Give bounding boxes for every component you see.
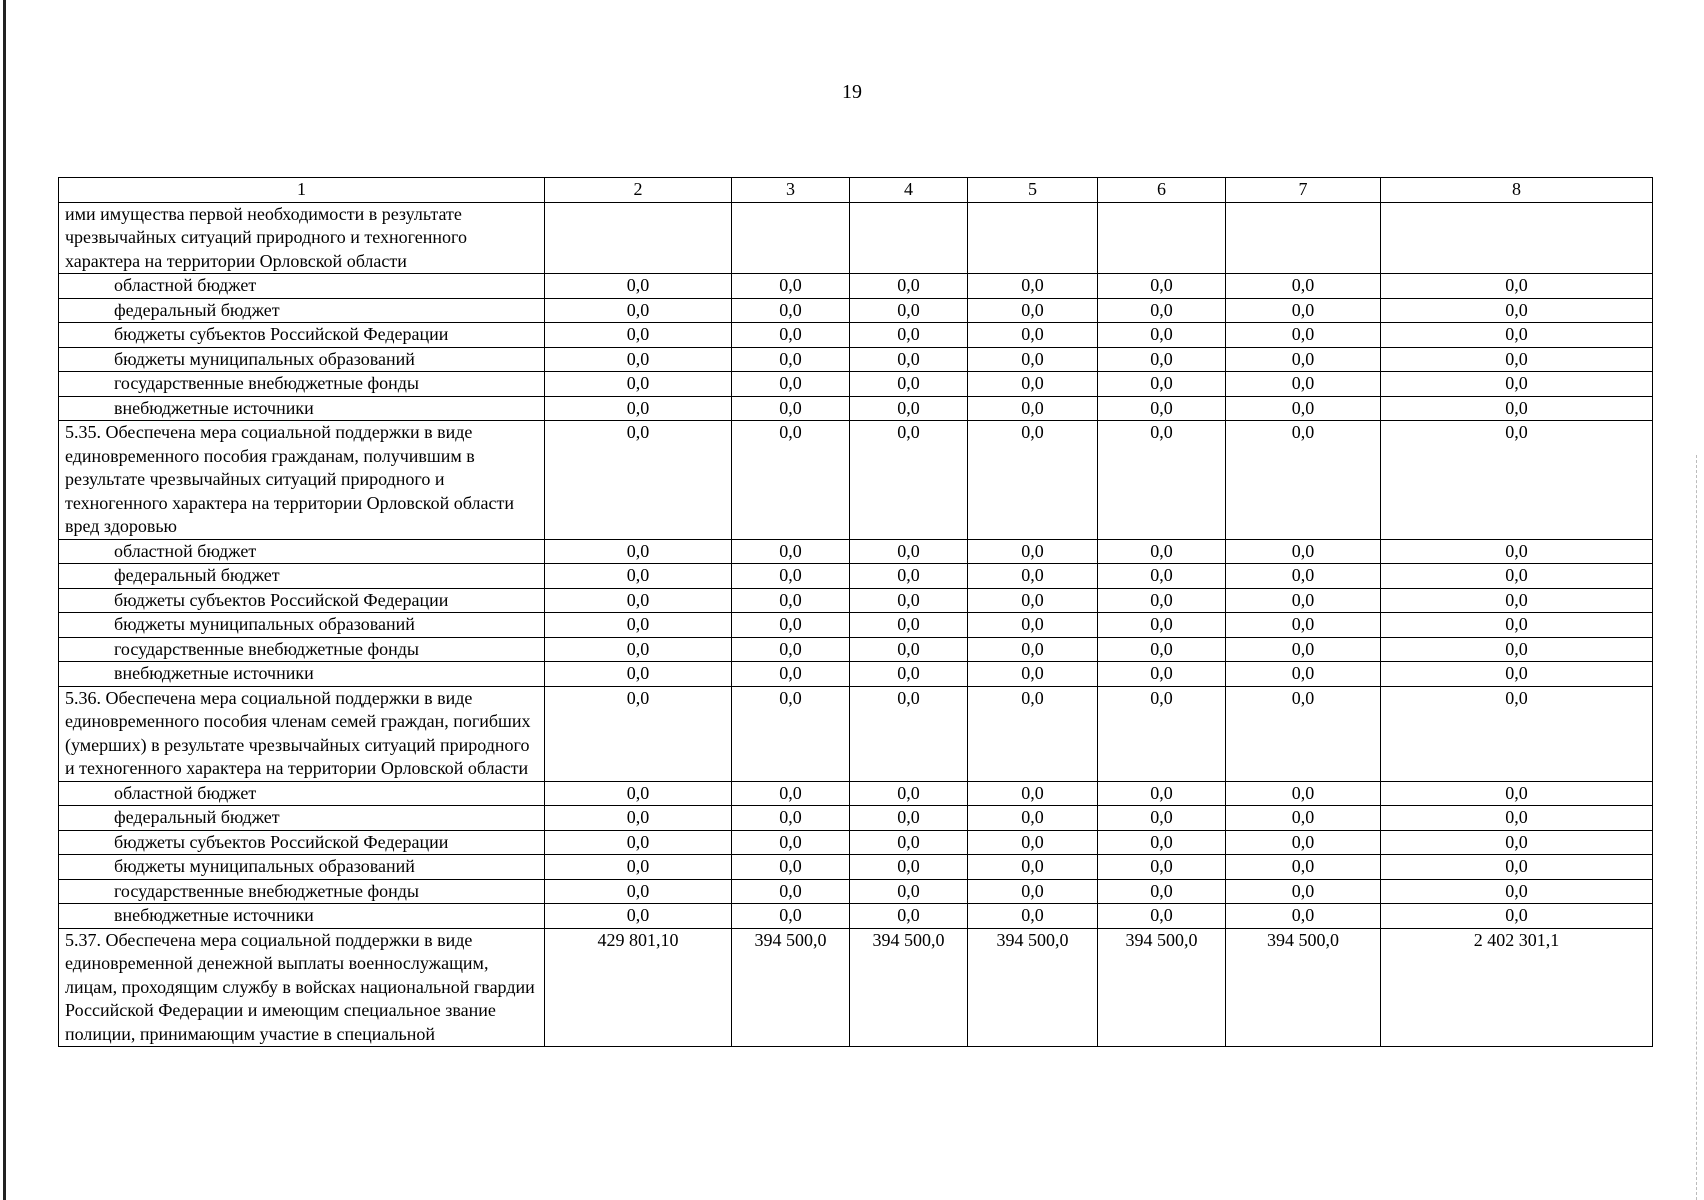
- column-number: 5: [968, 178, 1098, 203]
- measure-description: 5.35. Обеспечена мера социальной поддержки в виде единовременного пособия гражданам, получившим в результате чрезвычайных ситуаций природного и техногенного характера на территории Орловской области вред здоровью: [59, 421, 545, 540]
- value-cell-col-3: 0,0: [732, 855, 850, 880]
- value-cell-col-2: 0,0: [545, 396, 732, 421]
- column-number: 7: [1226, 178, 1381, 203]
- funding-source-label: государственные внебюджетные фонды: [59, 637, 545, 662]
- value-cell-col-2: 429 801,10: [545, 928, 732, 1047]
- value-cell-col-8: 0,0: [1381, 830, 1653, 855]
- funding-source-row: [59, 564, 1653, 589]
- value-cell-col-4: 0,0: [850, 421, 968, 540]
- value-cell-col-3: 0,0: [732, 564, 850, 589]
- value-cell-col-3: 0,0: [732, 613, 850, 638]
- value-cell-col-7: 0,0: [1226, 539, 1381, 564]
- value-cell-col-7: [1226, 202, 1381, 274]
- value-cell-col-2: 0,0: [545, 298, 732, 323]
- value-cell-col-5: 0,0: [968, 323, 1098, 348]
- value-cell-col-7: 0,0: [1226, 347, 1381, 372]
- value-cell-col-5: 0,0: [968, 539, 1098, 564]
- value-cell-col-3: 0,0: [732, 372, 850, 397]
- value-cell-col-6: 0,0: [1098, 274, 1226, 299]
- value-cell-col-8: 0,0: [1381, 323, 1653, 348]
- funding-source-label: внебюджетные источники: [59, 396, 545, 421]
- value-cell-col-7: 0,0: [1226, 298, 1381, 323]
- value-cell-col-4: 0,0: [850, 686, 968, 781]
- funding-source-label: бюджеты муниципальных образований: [59, 613, 545, 638]
- funding-source-row: [59, 781, 1653, 806]
- value-cell-col-8: 0,0: [1381, 662, 1653, 687]
- column-number: 6: [1098, 178, 1226, 203]
- value-cell-col-8: 0,0: [1381, 298, 1653, 323]
- value-cell-col-5: 0,0: [968, 421, 1098, 540]
- value-cell-col-4: 0,0: [850, 274, 968, 299]
- value-cell-col-4: 0,0: [850, 806, 968, 831]
- value-cell-col-7: 0,0: [1226, 781, 1381, 806]
- scan-edge-left: [3, 0, 6, 1200]
- funding-source-row: [59, 274, 1653, 299]
- value-cell-col-6: 0,0: [1098, 539, 1226, 564]
- value-cell-col-8: 0,0: [1381, 806, 1653, 831]
- value-cell-col-5: 0,0: [968, 662, 1098, 687]
- budget-table: [58, 177, 1653, 1047]
- value-cell-col-8: [1381, 202, 1653, 274]
- value-cell-col-7: 0,0: [1226, 564, 1381, 589]
- value-cell-col-8: 0,0: [1381, 904, 1653, 929]
- value-cell-col-4: 0,0: [850, 879, 968, 904]
- value-cell-col-6: 0,0: [1098, 879, 1226, 904]
- value-cell-col-8: 0,0: [1381, 613, 1653, 638]
- value-cell-col-7: 0,0: [1226, 372, 1381, 397]
- value-cell-col-7: 0,0: [1226, 396, 1381, 421]
- funding-source-row: [59, 855, 1653, 880]
- value-cell-col-4: 0,0: [850, 613, 968, 638]
- value-cell-col-5: 0,0: [968, 274, 1098, 299]
- value-cell-col-6: 0,0: [1098, 323, 1226, 348]
- value-cell-col-6: 0,0: [1098, 564, 1226, 589]
- value-cell-col-7: 0,0: [1226, 588, 1381, 613]
- measure-row: [59, 421, 1653, 540]
- value-cell-col-3: 0,0: [732, 637, 850, 662]
- value-cell-col-2: 0,0: [545, 347, 732, 372]
- column-number: 2: [545, 178, 732, 203]
- value-cell-col-8: 0,0: [1381, 588, 1653, 613]
- measure-description: 5.37. Обеспечена мера социальной поддержки в виде единовременной денежной выплаты военнослужащим, лицам, проходящим службу в войсках национальной гвардии Российской Федерации и имеющим специальное звание полиции, принимающим участие в специальной: [59, 928, 545, 1047]
- value-cell-col-2: 0,0: [545, 855, 732, 880]
- funding-source-label: бюджеты муниципальных образований: [59, 855, 545, 880]
- value-cell-col-2: 0,0: [545, 372, 732, 397]
- value-cell-col-4: 394 500,0: [850, 928, 968, 1047]
- value-cell-col-5: 0,0: [968, 830, 1098, 855]
- value-cell-col-2: 0,0: [545, 686, 732, 781]
- funding-source-label: внебюджетные источники: [59, 662, 545, 687]
- value-cell-col-8: 0,0: [1381, 274, 1653, 299]
- value-cell-col-8: 0,0: [1381, 637, 1653, 662]
- value-cell-col-5: 0,0: [968, 588, 1098, 613]
- value-cell-col-4: 0,0: [850, 662, 968, 687]
- value-cell-col-4: 0,0: [850, 830, 968, 855]
- funding-source-label: государственные внебюджетные фонды: [59, 879, 545, 904]
- value-cell-col-2: 0,0: [545, 588, 732, 613]
- funding-source-label: бюджеты субъектов Российской Федерации: [59, 588, 545, 613]
- value-cell-col-4: 0,0: [850, 781, 968, 806]
- funding-source-label: внебюджетные источники: [59, 904, 545, 929]
- funding-source-label: областной бюджет: [59, 274, 545, 299]
- value-cell-col-4: 0,0: [850, 347, 968, 372]
- value-cell-col-6: 0,0: [1098, 686, 1226, 781]
- value-cell-col-6: 0,0: [1098, 298, 1226, 323]
- value-cell-col-7: 0,0: [1226, 806, 1381, 831]
- value-cell-col-2: 0,0: [545, 806, 732, 831]
- value-cell-col-3: 0,0: [732, 830, 850, 855]
- value-cell-col-7: 0,0: [1226, 274, 1381, 299]
- value-cell-col-3: 0,0: [732, 904, 850, 929]
- value-cell-col-7: 0,0: [1226, 662, 1381, 687]
- funding-source-row: [59, 539, 1653, 564]
- funding-source-label: федеральный бюджет: [59, 806, 545, 831]
- funding-source-row: [59, 588, 1653, 613]
- value-cell-col-2: 0,0: [545, 323, 732, 348]
- value-cell-col-5: 0,0: [968, 564, 1098, 589]
- value-cell-col-7: 0,0: [1226, 904, 1381, 929]
- value-cell-col-2: 0,0: [545, 904, 732, 929]
- value-cell-col-2: 0,0: [545, 421, 732, 540]
- value-cell-col-6: 0,0: [1098, 855, 1226, 880]
- value-cell-col-4: 0,0: [850, 539, 968, 564]
- funding-source-label: областной бюджет: [59, 539, 545, 564]
- value-cell-col-5: 394 500,0: [968, 928, 1098, 1047]
- value-cell-col-6: 0,0: [1098, 372, 1226, 397]
- funding-source-row: [59, 372, 1653, 397]
- value-cell-col-8: 0,0: [1381, 781, 1653, 806]
- value-cell-col-5: 0,0: [968, 806, 1098, 831]
- value-cell-col-5: 0,0: [968, 781, 1098, 806]
- value-cell-col-8: 0,0: [1381, 347, 1653, 372]
- funding-source-label: бюджеты муниципальных образований: [59, 347, 545, 372]
- value-cell-col-5: [968, 202, 1098, 274]
- value-cell-col-5: 0,0: [968, 613, 1098, 638]
- value-cell-col-3: 0,0: [732, 347, 850, 372]
- value-cell-col-8: 0,0: [1381, 564, 1653, 589]
- value-cell-col-6: 0,0: [1098, 781, 1226, 806]
- value-cell-col-8: 0,0: [1381, 855, 1653, 880]
- value-cell-col-4: 0,0: [850, 637, 968, 662]
- funding-source-row: [59, 347, 1653, 372]
- value-cell-col-4: 0,0: [850, 564, 968, 589]
- value-cell-col-7: 0,0: [1226, 686, 1381, 781]
- funding-source-row: [59, 904, 1653, 929]
- value-cell-col-2: 0,0: [545, 274, 732, 299]
- value-cell-col-3: [732, 202, 850, 274]
- funding-source-row: [59, 662, 1653, 687]
- value-cell-col-8: 0,0: [1381, 686, 1653, 781]
- value-cell-col-3: 0,0: [732, 662, 850, 687]
- value-cell-col-2: 0,0: [545, 781, 732, 806]
- value-cell-col-6: 0,0: [1098, 347, 1226, 372]
- value-cell-col-8: 0,0: [1381, 879, 1653, 904]
- value-cell-col-4: [850, 202, 968, 274]
- funding-source-row: [59, 613, 1653, 638]
- value-cell-col-2: 0,0: [545, 879, 732, 904]
- funding-source-label: государственные внебюджетные фонды: [59, 372, 545, 397]
- value-cell-col-6: 0,0: [1098, 904, 1226, 929]
- column-number: 4: [850, 178, 968, 203]
- value-cell-col-7: 0,0: [1226, 855, 1381, 880]
- value-cell-col-6: 0,0: [1098, 613, 1226, 638]
- funding-source-row: [59, 806, 1653, 831]
- value-cell-col-8: 0,0: [1381, 396, 1653, 421]
- value-cell-col-5: 0,0: [968, 904, 1098, 929]
- column-number: 1: [59, 178, 545, 203]
- value-cell-col-7: 0,0: [1226, 879, 1381, 904]
- value-cell-col-5: 0,0: [968, 396, 1098, 421]
- value-cell-col-5: 0,0: [968, 855, 1098, 880]
- scan-edge-right: [1696, 455, 1698, 1200]
- value-cell-col-5: 0,0: [968, 372, 1098, 397]
- value-cell-col-5: 0,0: [968, 347, 1098, 372]
- value-cell-col-3: 0,0: [732, 588, 850, 613]
- funding-source-label: бюджеты субъектов Российской Федерации: [59, 830, 545, 855]
- measure-row: [59, 928, 1653, 1047]
- value-cell-col-4: 0,0: [850, 588, 968, 613]
- value-cell-col-2: 0,0: [545, 564, 732, 589]
- value-cell-col-8: 0,0: [1381, 539, 1653, 564]
- value-cell-col-3: 0,0: [732, 298, 850, 323]
- funding-source-row: [59, 298, 1653, 323]
- value-cell-col-8: 2 402 301,1: [1381, 928, 1653, 1047]
- value-cell-col-3: 394 500,0: [732, 928, 850, 1047]
- table-body: [59, 178, 1653, 1047]
- value-cell-col-5: 0,0: [968, 298, 1098, 323]
- value-cell-col-3: 0,0: [732, 323, 850, 348]
- column-number-row: [59, 178, 1653, 203]
- funding-source-label: федеральный бюджет: [59, 298, 545, 323]
- funding-source-row: [59, 830, 1653, 855]
- value-cell-col-2: [545, 202, 732, 274]
- value-cell-col-2: 0,0: [545, 830, 732, 855]
- funding-source-row: [59, 396, 1653, 421]
- value-cell-col-3: 0,0: [732, 396, 850, 421]
- measure-description: 5.36. Обеспечена мера социальной поддержки в виде единовременного пособия членам семей граждан, погибших (умерших) в результате чрезвычайных ситуаций природного и техногенного характера на территории Орловской области: [59, 686, 545, 781]
- value-cell-col-5: 0,0: [968, 686, 1098, 781]
- funding-source-row: [59, 323, 1653, 348]
- measure-row: [59, 686, 1653, 781]
- value-cell-col-2: 0,0: [545, 613, 732, 638]
- value-cell-col-7: 394 500,0: [1226, 928, 1381, 1047]
- value-cell-col-6: 0,0: [1098, 637, 1226, 662]
- value-cell-col-6: 0,0: [1098, 396, 1226, 421]
- value-cell-col-7: 0,0: [1226, 613, 1381, 638]
- value-cell-col-6: 0,0: [1098, 662, 1226, 687]
- value-cell-col-4: 0,0: [850, 904, 968, 929]
- funding-source-label: федеральный бюджет: [59, 564, 545, 589]
- value-cell-col-3: 0,0: [732, 781, 850, 806]
- value-cell-col-3: 0,0: [732, 686, 850, 781]
- value-cell-col-5: 0,0: [968, 879, 1098, 904]
- value-cell-col-4: 0,0: [850, 855, 968, 880]
- funding-source-label: бюджеты субъектов Российской Федерации: [59, 323, 545, 348]
- value-cell-col-8: 0,0: [1381, 421, 1653, 540]
- value-cell-col-3: 0,0: [732, 806, 850, 831]
- funding-source-row: [59, 879, 1653, 904]
- value-cell-col-6: 0,0: [1098, 421, 1226, 540]
- value-cell-col-6: 0,0: [1098, 588, 1226, 613]
- value-cell-col-4: 0,0: [850, 298, 968, 323]
- funding-source-label: областной бюджет: [59, 781, 545, 806]
- value-cell-col-2: 0,0: [545, 637, 732, 662]
- value-cell-col-3: 0,0: [732, 421, 850, 540]
- value-cell-col-3: 0,0: [732, 539, 850, 564]
- value-cell-col-6: 0,0: [1098, 806, 1226, 831]
- value-cell-col-7: 0,0: [1226, 637, 1381, 662]
- value-cell-col-5: 0,0: [968, 637, 1098, 662]
- value-cell-col-8: 0,0: [1381, 372, 1653, 397]
- value-cell-col-7: 0,0: [1226, 830, 1381, 855]
- value-cell-col-3: 0,0: [732, 274, 850, 299]
- value-cell-col-3: 0,0: [732, 879, 850, 904]
- column-number: 3: [732, 178, 850, 203]
- value-cell-col-7: 0,0: [1226, 421, 1381, 540]
- measure-description: ими имущества первой необходимости в результате чрезвычайных ситуаций природного и техногенного характера на территории Орловской области: [59, 202, 545, 274]
- value-cell-col-2: 0,0: [545, 662, 732, 687]
- measure-row: [59, 202, 1653, 274]
- value-cell-col-6: 394 500,0: [1098, 928, 1226, 1047]
- funding-source-row: [59, 637, 1653, 662]
- value-cell-col-4: 0,0: [850, 323, 968, 348]
- value-cell-col-6: 0,0: [1098, 830, 1226, 855]
- value-cell-col-2: 0,0: [545, 539, 732, 564]
- value-cell-col-7: 0,0: [1226, 323, 1381, 348]
- column-number: 8: [1381, 178, 1653, 203]
- page-number: 19: [842, 81, 862, 103]
- value-cell-col-4: 0,0: [850, 396, 968, 421]
- value-cell-col-4: 0,0: [850, 372, 968, 397]
- value-cell-col-6: [1098, 202, 1226, 274]
